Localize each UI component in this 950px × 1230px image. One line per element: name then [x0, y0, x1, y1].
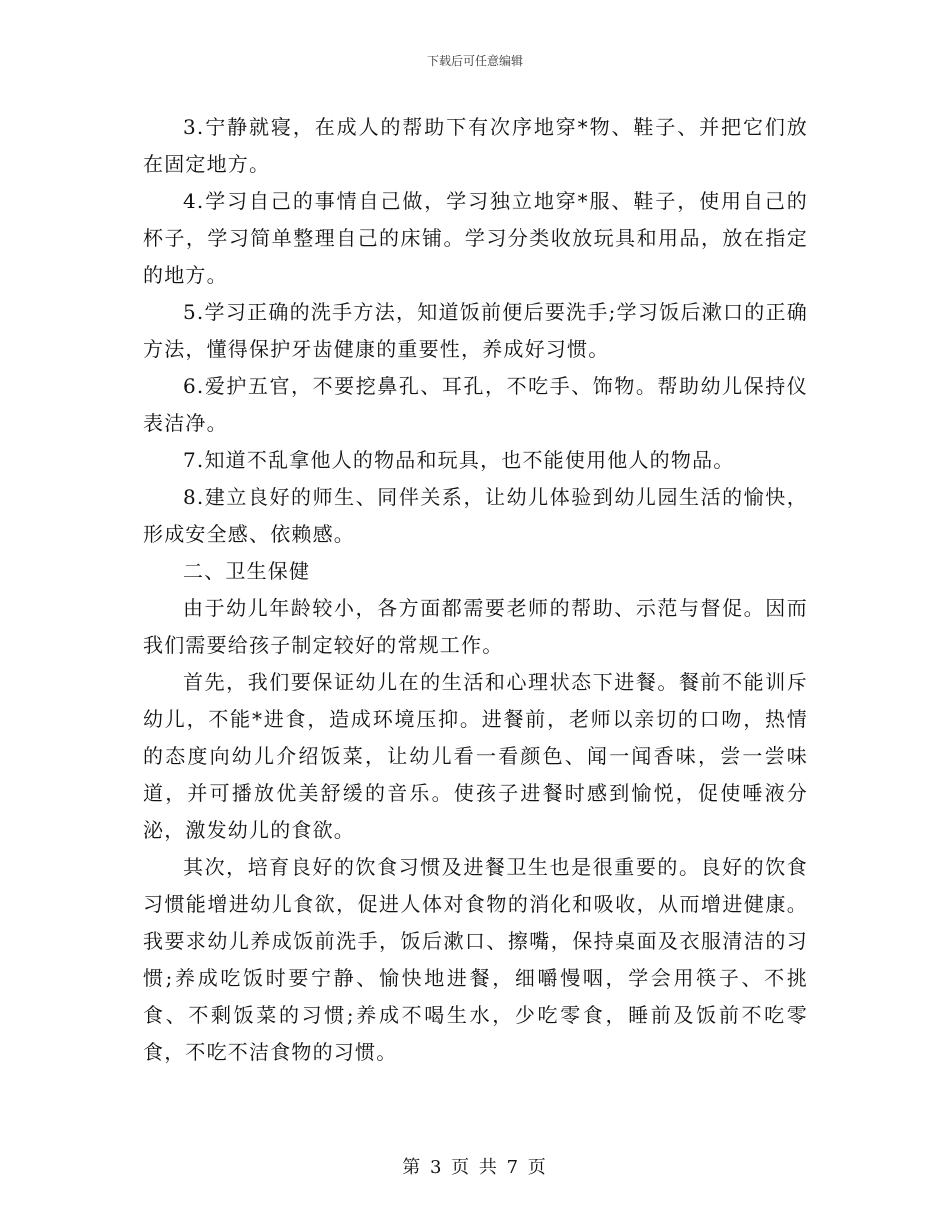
section-heading-hygiene: 二、卫生保健: [183, 559, 311, 583]
paragraph-second: 其次，培育良好的饮食习惯及进餐卫生也是很重要的。良好的饮食习惯能增进幼儿食欲，促进人体对食物的消化和吸收，从而增进健康。我要求幼儿养成饭前洗手，饭后漱口、擦嘴，保持桌面及衣服清洁的习惯;养成吃饭时要宁静、愉快地进餐，细嚼慢咽，学会用筷子、不挑食、不剩饭菜的习惯;养成不喝生水，少吃零食，睡前及饭前不吃零食，不吃不洁食物的习惯。: [143, 855, 808, 1064]
paragraph-first: 首先，我们要保证幼儿在的生活和心理状态下进餐。餐前不能训斥幼儿，不能*进食，造成环境压抑。进餐前，老师以亲切的口吻，热情的态度向幼儿介绍饭菜，让幼儿看一看颜色、闻一闻香味，尝一尝味道，并可播放优美舒缓的音乐。使孩子进餐时感到愉悦，促使唾液分泌，激发幼儿的食欲。: [143, 670, 808, 842]
paragraph-item-5: 5.学习正确的洗手方法，知道饭前便后要洗手;学习饭后漱口的正确方法，懂得保护牙齿健康的重要性，养成好习惯。: [143, 300, 808, 361]
page-header: 下载后可任意编辑: [426, 54, 523, 68]
paragraph-item-6: 6.爱护五官，不要挖鼻孔、耳孔，不吃手、饰物。帮助幼儿保持仪表洁净。: [143, 374, 808, 435]
paragraph-intro: 由于幼儿年龄较小，各方面都需要老师的帮助、示范与督促。因而我们需要给孩子制定较好的常规工作。: [143, 596, 808, 657]
paragraph-item-7: 7.知道不乱拿他人的物品和玩具，也不能使用他人的物品。: [183, 448, 735, 472]
page-number: 第 3 页 共 7 页: [402, 1157, 548, 1178]
paragraph-item-4: 4.学习自己的事情自己做，学习独立地穿*服、鞋子，使用自己的杯子，学习简单整理自己的床铺。学习分类收放玩具和用品，放在指定的地方。: [143, 189, 808, 287]
paragraph-item-8: 8.建立良好的师生、同伴关系，让幼儿体验到幼儿园生活的愉快，形成安全感、依赖感。: [143, 485, 808, 546]
paragraph-item-3: 3.宁静就寝，在成人的帮助下有次序地穿*物、鞋子、并把它们放在固定地方。: [143, 115, 808, 176]
document-body: [143, 109, 808, 1071]
